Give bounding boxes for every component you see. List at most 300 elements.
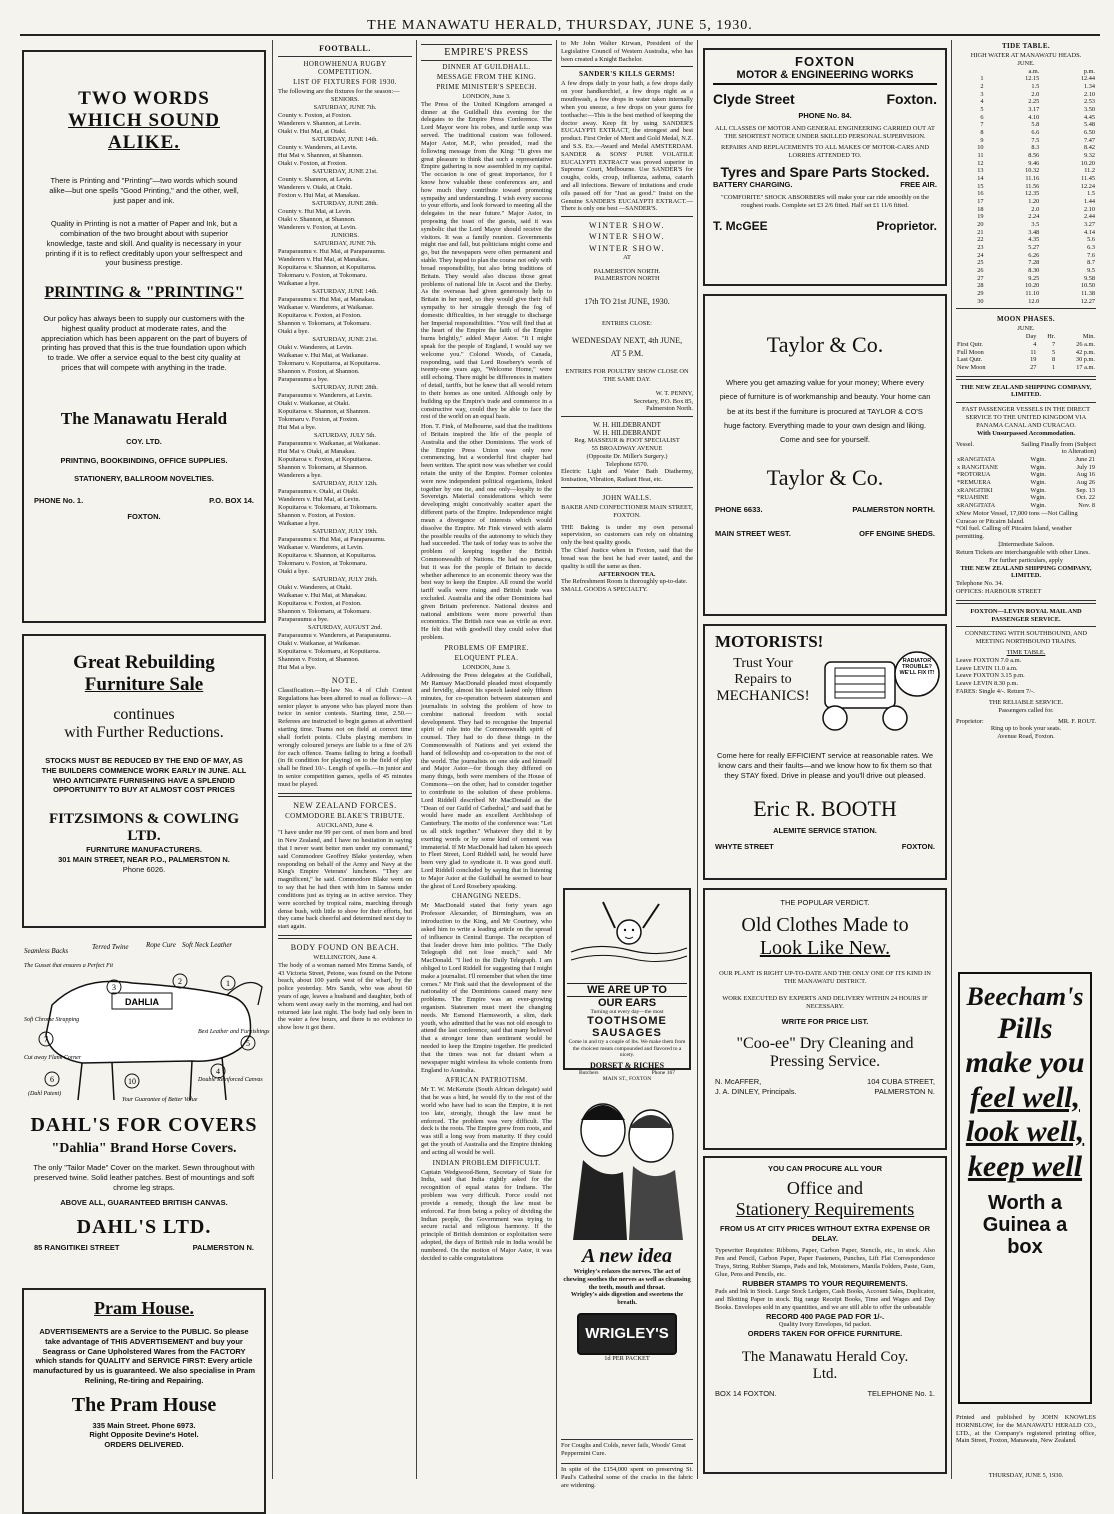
sub-heading: AFRICAN PATRIOTISM.	[445, 1076, 528, 1085]
dateline: WELLINGTON, June 4.	[313, 953, 377, 961]
ad-paragraph: Quality in Printing is not a matter of Paper and Ink, but a combination of the two brought about with superior knowledge, taste and skill. And quality is necessary in your printing if it is to reflect creditably upon your selfrespect and your business prestige.	[45, 219, 243, 268]
ad-subtitle: "Dahlia" Brand Horse Covers.	[51, 1141, 237, 1156]
proprietor-line	[713, 219, 937, 233]
fixture-item: Tokomaru v. Foxton, at Tokomaru.	[278, 560, 367, 567]
ad-heading: JOHN WALLS.	[602, 494, 652, 502]
ad-paragraph: Pads and Ink in Stock. Large Stock Ledgers, Cash Books, Account Sales, Duplicator, and Blotting Paper in stock. Big range Receipt Books, Time and Wages and Day Books. Envelopes sold in any quantities, and we are still able to offer the unbeatable	[715, 1288, 935, 1311]
svg-text:7: 7	[44, 1035, 48, 1044]
moon-cell: 19	[1030, 356, 1037, 364]
tide-cell: 2.44	[1083, 213, 1095, 221]
ad-line: Secretary, P.O. Box 85,	[633, 397, 693, 405]
firm-name: DAHL'S LTD.	[76, 1216, 212, 1238]
ad-title: TWO WORDS	[78, 88, 210, 109]
motorists-text	[715, 632, 824, 737]
company-coy: COY. LTD.	[126, 436, 162, 446]
intro: The following are the fixtures for the season:—	[278, 88, 400, 95]
tide-cell: 19	[977, 213, 984, 221]
section-heading: TIDE TABLE.	[1001, 42, 1051, 50]
fixture-item: Kopuitaroa v. Foxton, at Foxton.	[278, 600, 362, 607]
phone: PHONE No. 1.	[34, 495, 84, 505]
article-body: to Mr John Walter Kirwan, President of the Legislative Council of Western Australia, who has been created a Knight Bachelor.	[561, 40, 693, 63]
fixture-item: Shannon v. Tokomaru, at Tokomaru.	[278, 608, 372, 615]
tide-cell: 11	[977, 152, 984, 160]
firm-line: Right Opposite Devine's Hotel.	[89, 1430, 199, 1440]
fixture-item: Otaki a bye.	[278, 568, 310, 575]
ad-line: THE NEW ZEALAND SHIPPING COMPANY, LIMITED.	[960, 564, 1092, 580]
tide-cell: 26	[977, 267, 984, 275]
fixture-item: Waikanae v. Wanderers, at Waikanae.	[278, 304, 374, 311]
fixture-item: Tokomaru v. Foxton, at Tokomaru.	[278, 272, 367, 279]
moon-cell: 8	[1051, 356, 1056, 364]
section-heading: MOON PHASES.	[996, 315, 1056, 324]
ship-cell: Wgtn.	[1030, 486, 1046, 494]
svg-text:5: 5	[246, 1039, 250, 1048]
column-rule	[697, 40, 698, 1479]
tide-row	[956, 91, 1096, 99]
tide-cell: 22	[977, 236, 984, 244]
ship-row	[956, 456, 1096, 464]
column-rule	[272, 40, 273, 1479]
tide-row	[956, 98, 1096, 106]
ad-line: PALMERSTON NORTH.	[593, 267, 661, 275]
ad-paragraph: Our policy has always been to supply our customers with the highest quality product at moderate rates, and the appreciation which has been apparent on the part of buyers of printing has proved that this is the true foundation upon which to trade. We offer a service equal to the best city quality at prices that will compete with anything in the trade.	[41, 314, 247, 372]
motorists-header	[715, 632, 935, 737]
fixture-item: Shannon v. Foxton, at Foxton.	[278, 512, 356, 519]
timetable-row: Leave FOXTON 3.15 p.m.	[956, 672, 1025, 680]
ad-title: DAHL'S FOR COVERS	[30, 1114, 258, 1136]
ad-line: Passengers called for.	[998, 706, 1054, 714]
dahl-ad	[22, 935, 270, 1280]
ship-row	[956, 502, 1096, 510]
ad-paragraph: Typewriter Requisites: Ribbons, Paper, Carbon Paper, Stencils, etc., in stock. Also Pen and Pencil, Carbon Paper, Paper Fasteners, Punches, Lift Flat Correspondence Trays, String, Rubber Stamps, Pads and Ink, Moisteners, Manila Folders, Paste, Gum, Glue, Pens and Pencils, etc.	[715, 1247, 935, 1278]
ad-title: Office and	[786, 1177, 864, 1198]
services: PRINTING, BOOKBINDING, OFFICE SUPPLIES.	[60, 456, 228, 466]
tide-row	[956, 167, 1096, 175]
ad-line: Avenue Road, Foxton.	[997, 733, 1055, 741]
ad-line: Reg. MASSEUR & FOOT SPECIALIST	[574, 437, 680, 445]
firm-line: ORDERS DELIVERED.	[104, 1440, 184, 1449]
car-illustration	[815, 632, 941, 737]
ad-heading: SANDER'S KILLS GERMS!	[579, 70, 675, 79]
ship-cell: x RANGITANE	[957, 463, 998, 471]
ad-line: FAST PASSENGER VESSELS IN THE DIRECT SERVICE TO THE UNITED KINGDOM VIA PANAMA CANAL AND CURACAO.	[961, 406, 1090, 429]
tide-row	[956, 137, 1096, 145]
ad-line: THE RELIABLE SERVICE.	[988, 698, 1064, 706]
fixture-item: Kopuitaroa v. Shannon, at Kopuitaroa.	[278, 264, 377, 271]
col-header: Day	[1025, 333, 1037, 341]
ad-line: Quality Ivory Envelopes, 6d packet.	[778, 1321, 872, 1329]
tide-cell: 1.20	[1028, 198, 1040, 206]
fixture-date: SATURDAY, JUNE 28th.	[311, 384, 379, 391]
ad-paragraph: Come here for really EFFICIENT service at reasonable rates. We know cars and their faults—and we know how to fix them so that they STAY fixed. Drive in please and you'll drive out pleased.	[716, 751, 934, 780]
car-icon	[815, 632, 941, 732]
fixture-item: Paraparaumu v. Otaki, at Otaki.	[278, 488, 359, 495]
fixture-item: Paraparaumu v. Hui Mai, at Paraparaumu.	[278, 536, 386, 543]
tide-cell: 2.24	[1028, 213, 1040, 221]
ad-title: MOTOR & ENGINEERING WORKS	[713, 69, 937, 85]
ship-cell: xRANGITATA	[957, 456, 996, 464]
tide-row	[956, 252, 1096, 260]
sub-heading: INDIAN PROBLEM DIFFICULT.	[432, 1158, 541, 1167]
tide-row	[956, 106, 1096, 114]
tide-cell: 23	[977, 244, 984, 252]
fixture-date: SATURDAY, JUNE 14th.	[311, 288, 379, 295]
ad-line: Telephone No. 34.	[956, 580, 1004, 588]
ship-row	[956, 494, 1096, 502]
tide-cell: 28	[977, 282, 984, 290]
firm-name: DORSET & RICHES	[589, 1060, 665, 1070]
furniture-sale-ad	[22, 634, 266, 928]
tide-table	[956, 68, 1096, 306]
tide-row	[956, 290, 1096, 298]
fixture-item: Otaki v. Hui Mai, at Otaki.	[278, 128, 347, 135]
article-body: "I have under me 99 per cent. of men born and bred in New Zealand, and I have no hesitation in saying that I never want better men under my command," said Commodore Geoffrey Blake yesterday, when responding on behalf of the Army and Navy at the King's Empire Veterans' luncheon. "They are magnificent," he said. Commodore Blake went on to say that he had then with him in Samoa under conditions just as trying as in active service. They were scorched by tropical rains, marching through dense bush, with little to show for their efforts, but they came back cheerful and determined next day to start again.	[278, 829, 412, 931]
ad-line: 17th TO 21st JUNE, 1930.	[584, 297, 670, 307]
ad-line: WORK EXECUTED BY EXPERTS AND DELIVERY WITHIN 24 HOURS IF NECESSARY.	[722, 995, 928, 1011]
principal: J. A. DINLEY, Principals.	[715, 1086, 797, 1096]
fixture-item: Wanderers a bye.	[278, 472, 323, 479]
ad-line: Wrigley's aids digestion and sweetens the breath.	[570, 1291, 684, 1307]
svg-text:6: 6	[50, 1075, 54, 1084]
tide-cell: 2.10	[1083, 205, 1095, 213]
tide-cell: 18	[977, 205, 984, 213]
ad-line: Ring up to book your seats.	[990, 725, 1062, 733]
address-line	[715, 529, 935, 539]
column-4	[561, 40, 693, 1489]
ad-line: With Unsurpassed Accommodation.	[976, 429, 1076, 437]
ad-title: Look Like New.	[759, 936, 891, 959]
tide-cell: 6.6	[1031, 129, 1040, 136]
ad-line: RUBBER STAMPS TO YOUR REQUIREMENTS.	[742, 1278, 908, 1288]
service-line	[713, 180, 937, 190]
wrigleys-pack: WRIGLEY'S	[577, 1313, 677, 1355]
fixture-item: Foxton v. Hui Mai, at Manakau.	[278, 192, 360, 199]
ad-line: WEDNESDAY NEXT, 4th JUNE,	[571, 336, 683, 346]
proprietor-name: T. McGEE	[713, 219, 768, 234]
ad-line: THE Baking is under my own personal supervision, so customers can rely on obtaining only the best quality goods.	[561, 523, 693, 547]
fixture-item: Shannon v. Tokomaru, at Tokomaru.	[278, 320, 372, 327]
article-body: Mr MacDonald stated that forty years ago Professor Alexander, of Birmingham, was an introduction to the King, and Mr Courtney, who asked him to write a leading article on the spread of influence in Central Europe. The reception of that leader drove him into politics. "The Daily Telegraph did not lose much," said Mr MacDonald. "I lied to the Daily Telegraph. I am obliged to Lord Riddell for suggesting that I might make a journalist. I'll remember that when the time comes." Mr Fink said that the development of the nationality of the Dominions caused many new problems. The Empire was an ever-growing organism. Statesmen must meet the changing needs. Mr Esmond Harmsworth, a slim, dark youth, who admitted that he was not old enough to attend the last conference, said that many believed that a stronger tone than sentiment would be needed to keep the Empire together. He predicted that the times was not far distant when a newspaper might wireless its whole contents from England to Australia.	[421, 902, 552, 1074]
tide-cell: 12.15	[1025, 75, 1040, 83]
ship-cell: xRANGITIKI	[957, 486, 993, 494]
article-body: The Press of the United Kingdom arranged a dinner at the Guildhall this evening for the delegates to the Empire Press Conference. The Lord Mayor wore his robes, and turtle soup was served. The traditional custom was followed. Major Astor, M.P., who presided, read the following message from the King: "It gives me great pleasure to think that such a representative Empire gathering is now assembled in my capital. The occasion is one of great importance, for I know how valuable these conferences are, and how much they contribute toward promoting sympathy and understanding. I wish every success to your efforts, and look forward to meeting all the delegates in the near future." Major Astor, in proposing the toast of the guests, said it was symbolic that the Lord Mayor should receive the visitors. It was a family reunion. Governments might rise and fall, but politicians might come and go, but the newspapers were often permanent and stable. They hoped to plan the course not only with broad responsibility, but also bring traditions of Britain. They would also discuss those great problems of national life in Ascot and the Derby. As the overseas had given generously help to Britain in her need, so they would give their full sympathy to her struggle through the fog of domestic difficulties, in her struggle to discharge her Imperial responsibilities. "You will find that at the heart of the Empire the faith of the Empire burns brightly," added Major Astor. "It I might speak for the people of England, I would say we welcome you." Colonel Woods, of Canada, responding, said that Lord Rosebery's words of twenty-one years ago, "Welcome Home," were still echoing. There might be differences in matters of detail, tariffs, but he knew that all would return to their homes as one united. Although only by building up the Empire's trade and commerce in a constructive way, could they be able to face the rest of the world on an equal basis.	[421, 100, 552, 421]
ad-line: The Chief Justice when in Foxton, said that the bread was the best he had ever tasted, and the quality is still the same as then.	[561, 547, 693, 570]
ad-subtitle: continues	[113, 706, 175, 723]
ship-cell: Oct. 22	[1076, 494, 1095, 502]
article-body: In spite of the £154,000 spent on preserving St. Paul's Cathedral some of the cracks in the fabric are widening.	[561, 1466, 693, 1489]
ad-title: Old Clothes Made to	[741, 913, 909, 936]
tide-cell: 2.25	[1028, 98, 1040, 106]
tide-cell: 8.30	[1028, 267, 1040, 275]
moon-cell: Last Qutr.	[957, 356, 983, 364]
ad-line: *Oil fuel. Calling off Pitcairn Island, weather permitting.	[956, 525, 1072, 541]
tide-row	[956, 206, 1096, 214]
fixture-item: Kopuitaroa v. Tokomaru, at Kopuitaroa.	[278, 648, 381, 655]
tide-cell: 2.10	[1083, 90, 1095, 98]
ad-line: Palmerston North.	[646, 405, 693, 413]
service: FREE AIR.	[900, 180, 937, 189]
fixture-item: Shannon v. Foxton, at Shannon.	[278, 656, 360, 663]
column-3	[421, 40, 552, 1479]
col-header: Hr.	[1047, 333, 1056, 341]
tide-cell: 2.53	[1083, 98, 1095, 106]
tide-row	[956, 198, 1096, 206]
street: Clyde Street	[713, 91, 795, 107]
firm-name: Ltd.	[812, 1366, 838, 1382]
tide-cell: 6	[980, 113, 984, 121]
fixture-item: Waikanae a bye.	[278, 280, 320, 287]
moon-cell: Full Moon	[957, 348, 984, 356]
tide-cell: 4.14	[1083, 228, 1095, 236]
tide-cell: 5.6	[1087, 236, 1095, 244]
wrigleys-ad	[563, 1080, 691, 1420]
tide-cell: 1.44	[1083, 198, 1095, 206]
tide-cell: 7.47	[1083, 136, 1095, 144]
ad-heading: FOXTON—LEVIN ROYAL MAIL AND PASSENGER SERVICE.	[970, 607, 1082, 623]
tide-cell: 11.16	[1025, 175, 1040, 183]
ad-line: CONNECTING WITH SOUTHBOUND, AND MEETING NORTHBOUND TRAINS.	[964, 630, 1087, 646]
fixture-item: Kopuitaroa v. Tokomaru, at Tokomaru.	[278, 504, 378, 511]
section-heading: NEW ZEALAND FORCES.	[293, 800, 397, 810]
company-name: The Manawatu Herald	[60, 408, 228, 428]
ad-paragraph: There is Printing and "Printing"—two words which sound alike—but one spells "Good Printing," and the other, well, just paper and ink.	[49, 176, 239, 205]
sub-heading: MESSAGE FROM THE KING.	[436, 73, 537, 81]
ad-line: 55 BROADWAY AVENUE	[591, 444, 663, 452]
ad-line: SMALL GOODS A SPECIALTY.	[561, 586, 648, 594]
tide-row	[956, 144, 1096, 152]
section-heading: EMPIRE'S PRESS	[421, 44, 552, 61]
ad-heading: THE NEW ZEALAND SHIPPING COMPANY, LIMITED.	[960, 383, 1092, 399]
svg-text:2: 2	[178, 977, 182, 986]
ad-paragraph: ADVERTISEMENTS are a Service to the PUBLIC. So please take advantage of THIS ADVERTISEMENT and buy your Seagrass or Cane Upholstered Wares from the FACTORY which stands for QUALITY and SERVICE FIRST: Every article manufactured by us is guaranteed. We also specialise in Pram Relining, Re-tiring and Repairing.	[32, 1327, 256, 1385]
fixture-item: Wanderers v. Hui Mai, at Manakau.	[278, 256, 369, 263]
speech-bubble: RADIATOR TROUBLE? WE'LL FIX IT!	[899, 658, 935, 676]
foxton-motor-ad	[703, 48, 947, 286]
sub-heading: PRIME MINISTER'S SPEECH.	[436, 83, 537, 91]
ad-line: YOU CAN PROCURE ALL YOUR	[767, 1164, 883, 1173]
tide-cell: 5.48	[1083, 121, 1095, 129]
ad-line: Telephone 6570.	[605, 460, 649, 468]
tide-cell: 5	[980, 105, 984, 113]
ad-title: "Coo-ee" Dry Cleaning and Pressing Service.	[736, 1034, 914, 1070]
contact-line	[715, 1389, 935, 1399]
ad-line: Come in and try a couple of lbs. We make them from the choicest meats compounded and flavored to a nicety.	[568, 1039, 686, 1059]
street: WHYTE STREET	[715, 842, 774, 851]
tide-cell: 9	[980, 136, 984, 144]
ad-title: Pram House.	[94, 1298, 194, 1318]
address-line	[713, 91, 937, 107]
moon-row	[956, 364, 1096, 372]
tide-cell: 13	[977, 167, 984, 175]
moon-cell: New Moon	[957, 363, 986, 371]
fixture-date: SATURDAY, AUGUST 2nd.	[307, 624, 383, 631]
tide-cell: 6.26	[1028, 251, 1040, 259]
ad-line: RECORD 400 PAGE PAD FOR 1/-.	[765, 1311, 885, 1321]
tide-row	[956, 213, 1096, 221]
tide-cell: 9.32	[1083, 152, 1095, 160]
tide-cell: 6.50	[1083, 129, 1095, 136]
slogan-line: make you	[965, 1046, 1085, 1080]
fixture-item: Shannon v. Foxton, at Shannon.	[278, 368, 360, 375]
moon-cell: 7	[1051, 340, 1056, 348]
tide-cell: 9.5	[1087, 267, 1095, 275]
tide-row	[956, 190, 1096, 198]
fixture-item: Wanderers v. Hui Mai, at Levin.	[278, 496, 361, 503]
tide-cell: 12	[977, 159, 984, 167]
sub-heading: COMMODORE BLAKE'S TRIBUTE.	[285, 811, 405, 820]
ad-line: THE POPULAR VERDICT.	[780, 898, 870, 907]
ad-line: AT	[623, 253, 631, 261]
ad-paragraph: ABOVE ALL, GUARANTEED BRITISH CANVAS.	[60, 1198, 228, 1208]
fixture-item: Otaki v. Shannon, at Shannon.	[278, 216, 356, 223]
phone: PHONE 6633.	[715, 505, 763, 515]
ad-line: Electric Light and Water Bath Diathermy, Ionisation, Vibration, Radiant Heat, etc.	[561, 468, 693, 484]
fixture-item: Hui Mai v. Otaki, at Manakau.	[278, 448, 357, 455]
tide-cell: 29	[977, 290, 984, 298]
callout-label: Rope Cure	[146, 941, 176, 949]
sub-heading: JUNE.	[1017, 59, 1035, 67]
city: PALMERSTON NORTH.	[852, 505, 935, 515]
ad-title: Stationery Requirements	[735, 1198, 915, 1219]
proprietor-title: Proprietor.	[876, 219, 937, 234]
moon-cell: 1	[1051, 363, 1056, 371]
taylor-co-ad	[703, 294, 947, 616]
ad-line: W. T. PENNY,	[655, 389, 693, 397]
beechams-slogan	[964, 982, 1086, 1184]
ad-line: Wrigley's relaxes the nerves. The act of chewing soothes the nerves as well as cleansing the teeth, mouth and throat.	[563, 1268, 691, 1291]
tide-cell: 12.0	[1028, 297, 1040, 305]
section-heading: NOTE.	[331, 676, 359, 685]
firm-line: 335 Main Street. Phone 6973.	[92, 1420, 196, 1430]
tide-cell: 10	[977, 144, 984, 152]
ship-row	[956, 471, 1096, 479]
firm-name: The Manawatu Herald Coy.	[741, 1349, 909, 1365]
ad-line: REPAIRS AND REPLACEMENTS TO ALL MAKES OF MOTOR-CARS AND LORRIES ATTENDED TO.	[721, 144, 929, 160]
tide-row	[956, 83, 1096, 91]
callout-label: Your Guarantee of Better Value	[122, 1097, 198, 1103]
tide-cell: 3.17	[1028, 105, 1040, 113]
section-heading: BODY FOUND ON BEACH.	[290, 942, 400, 952]
fixture-item: Otaki v. Foxton, at Foxton.	[278, 160, 347, 167]
ad-line: Turning out every day—the most	[590, 1009, 664, 1015]
ad-line: AFTERNOON TEA.	[598, 570, 656, 578]
ship-cell: July 19	[1076, 463, 1095, 471]
firm-name: Eric R. BOOTH	[753, 796, 897, 822]
ad-line: OUR PLANT IS RIGHT UP-TO-DATE AND THE ONLY ONE OF ITS KIND IN THE MANAWATU DISTRICT.	[719, 969, 931, 985]
slogan-line: feel well,	[970, 1080, 1080, 1114]
tide-cell: 4.10	[1028, 113, 1040, 121]
tide-cell: 7	[980, 121, 984, 129]
fixture-item: Paraparaumu v. Waikanae, at Waikanae.	[278, 440, 381, 447]
fixture-date: SATURDAY, JUNE 21st.	[312, 168, 378, 175]
tide-cell: 9.58	[1083, 274, 1095, 282]
tide-cell: 4.45	[1083, 113, 1095, 121]
ad-line: FARES: Single 4/-. Return 7/-.	[956, 688, 1035, 696]
fixture-item: Paraparaumu a bye.	[278, 376, 329, 383]
tide-row	[956, 152, 1096, 160]
tide-cell: 12.44	[1080, 75, 1095, 83]
ship-row	[956, 487, 1096, 495]
ad-line: (Opposite Dr. Miller's Surgery.)	[586, 452, 668, 460]
ad-line: ALL CLASSES OF MOTOR AND GENERAL ENGINEERING CARRIED OUT AT THE SHORTEST NOTICE UNDER SKILLED PERSONAL SUPERVISION.	[715, 124, 935, 140]
swimmer-illustration	[567, 892, 691, 976]
horse-cover-illustration	[22, 935, 270, 1105]
fixture-item: Otaki v. Waikanae, at Waikanae.	[278, 640, 361, 647]
tide-cell: 8.56	[1028, 152, 1040, 160]
ship-cell: Wgtn.	[1030, 463, 1046, 471]
slogan-line: Beecham's	[966, 982, 1084, 1011]
fixture-item: Hui Mai a bye.	[278, 664, 317, 671]
fixture-item: Waikanae a bye.	[278, 520, 320, 527]
ship-cell: *ROTORUA	[957, 471, 991, 479]
ad-title: PRINTING & "PRINTING"	[44, 284, 244, 301]
service: BATTERY CHARGING.	[713, 180, 793, 189]
column-rule	[951, 40, 952, 1479]
masthead: THE MANAWATU HERALD, THURSDAY, JUNE 5, 1930.	[20, 18, 1100, 36]
tide-cell: 11.45	[1081, 175, 1095, 183]
tide-row	[956, 259, 1096, 267]
ad-line: TIME TABLE.	[1006, 649, 1046, 657]
tide-row	[956, 244, 1096, 252]
ad-title: FOXTON	[795, 54, 855, 69]
tide-cell: 15	[977, 182, 984, 190]
fixture-date: SATURDAY, JULY 26th.	[312, 576, 378, 583]
fixture-item: Waikanae v. Hui Mai, at Manakau.	[278, 592, 367, 599]
ship-cell: Wgtn.	[1030, 456, 1046, 464]
po-box: BOX 14 FOXTON.	[715, 1389, 777, 1398]
ad-line: WINTER SHOW.	[589, 232, 665, 242]
ship-cell: Nov. 8	[1078, 502, 1095, 510]
ad-line: WRITE FOR PRICE LIST.	[781, 1017, 869, 1026]
tide-row	[956, 236, 1096, 244]
ship-cell: June 21	[1075, 456, 1095, 464]
ship-row	[956, 479, 1096, 487]
tide-row	[956, 229, 1096, 237]
ad-line: WINTER SHOW.	[589, 243, 665, 253]
po-box: P.O. BOX 14.	[209, 495, 254, 505]
street: 85 RANGITIKEI STREET	[34, 1243, 120, 1252]
ad-line: Repairs to	[734, 672, 792, 687]
tide-cell: 10.20	[1080, 159, 1095, 167]
tide-cell: 16	[977, 190, 984, 198]
ship-cell: Wgtn.	[1030, 494, 1046, 502]
services: STATIONERY, BALLROOM NOVELTIES.	[74, 474, 214, 483]
ad-line: PALMERSTON NORTH	[594, 275, 660, 283]
fixture-item: Hui Mai a bye.	[278, 424, 317, 431]
fixture-date: SATURDAY, JUNE 7th.	[313, 240, 377, 247]
ship-table-header	[956, 441, 1096, 457]
fixture-item: Paraparaumu v. Wanderers, at Levin.	[278, 392, 373, 399]
sausages-ad	[563, 888, 691, 1082]
ad-line: xNew Motor Vessel, 17,000 tons —Not Calling Curacao or Pitcairn Island.	[956, 509, 1078, 525]
dateline: AUCKLAND, June 4.	[316, 821, 374, 829]
tide-row	[956, 129, 1096, 137]
callout-label: Double Reinforced Canvas	[198, 1077, 263, 1083]
tide-cell: 3.5	[1031, 221, 1040, 229]
tide-cell: 8.7	[1087, 259, 1095, 267]
fixture-item: Wanderers v. Otaki, at Otaki.	[278, 184, 353, 191]
tide-cell: 30	[977, 297, 984, 305]
tide-cell: 1.34	[1083, 82, 1095, 90]
column-2	[278, 40, 412, 1479]
article-body: Hon. T. Fink, of Melbourne, said that the traditions of Britain inspired the life of the people of Australia and the other Dominions. The work of the Empire Press Union was only now commencing, but a wonderful first chapter had been written. The spirit now was whether we could retain the unity of the Empire. Former colonies were now independent political organisms, linked together by one tie, and one only—loyalty to the Sovereign. Material considerations which were developing might conceivably scatter apart the different parts of the Empire. Independence might mean a divergence of interests which would dissolve the Empire. Mr Fink viewed with alarm the possible results of the autonomy to which they had succeeded. The task of today was to solve the problem of keeping together the British Commonwealth of Nations. He had no panacea, but it was for the people of Britain to decide whether adherence to an economic theory was the best way to keep the Empire. All round the world tariff walls were rising and British trade was excluded. Australia and the other Dominions had given Britain preference. National desires and national ambitions were more powerful than economics. The British race was as virile as ever. He felt that with goodwill they could solve that problem.	[421, 423, 552, 642]
ship-cell: *REMUERA	[957, 479, 991, 487]
sub-heading: HOROWHENUA RUGBY COMPETITION.	[303, 60, 387, 76]
tide-row	[956, 298, 1096, 306]
tide-cell: 20	[977, 221, 984, 229]
firm-line: Phone 6026.	[122, 864, 166, 874]
tide-cell: 3.48	[1028, 228, 1040, 236]
